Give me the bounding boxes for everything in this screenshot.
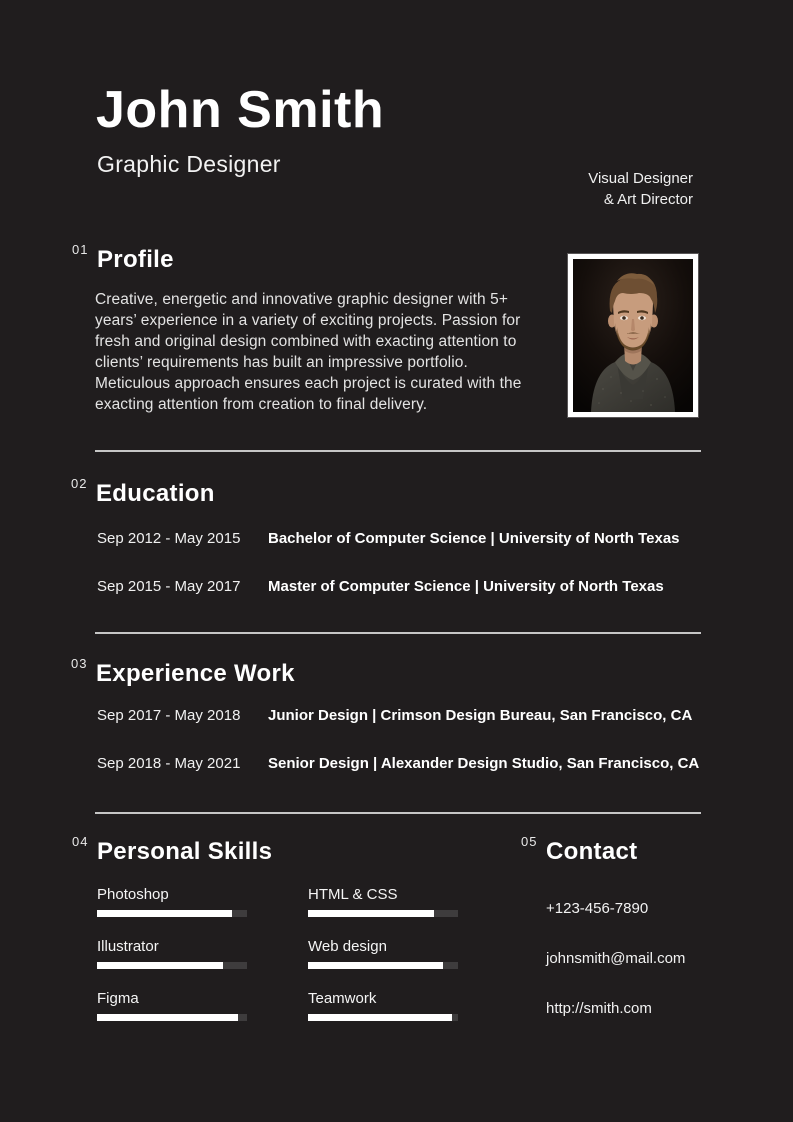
education-date: Sep 2012 - May 2015	[97, 530, 241, 547]
tagline	[588, 168, 693, 210]
education-date: Sep 2015 - May 2017	[97, 578, 241, 595]
skill-bar-track	[97, 910, 247, 917]
education-description: Master of Computer Science | University of North Texas	[268, 578, 664, 595]
education-row	[97, 578, 717, 595]
skill-bar-fill	[97, 910, 232, 917]
skill-bar-track	[308, 962, 458, 969]
skill-name: HTML & CSS	[308, 886, 398, 903]
section-number: 03	[71, 656, 88, 671]
skill-bar-fill	[97, 1014, 238, 1021]
portrait-photo-illustration	[573, 259, 693, 412]
skill-name: Web design	[308, 938, 387, 955]
profile-text: Creative, energetic and innovative graphic designer with 5+ years’ experience in a variety of exciting projects. Passion for fresh and original design combined with exacting attention to clients’ requirements has built an impressive portfolio. Meticulous approach ensures each project is curated with the exacting attention from creation to final delivery.	[95, 291, 522, 413]
education-description: Bachelor of Computer Science | University of North Texas	[268, 530, 680, 547]
section-title: Education	[96, 480, 215, 507]
profile-photo	[568, 254, 698, 417]
section-experience-heading	[71, 656, 295, 688]
skill-bar-fill	[308, 962, 443, 969]
skills-grid	[97, 886, 458, 1021]
skill-item	[97, 938, 247, 969]
skill-item	[308, 938, 458, 969]
job-title: Graphic Designer	[97, 151, 281, 177]
section-title: Experience Work	[96, 660, 295, 687]
skill-bar-track	[97, 1014, 247, 1021]
skill-name: Teamwork	[308, 990, 377, 1007]
experience-description: Senior Design | Alexander Design Studio, San Francisco, CA	[268, 755, 700, 772]
divider	[95, 632, 701, 634]
skill-bar-fill	[308, 1014, 452, 1021]
divider	[95, 450, 701, 452]
section-contact-heading	[521, 834, 638, 866]
tagline-line-1: Visual Designer	[588, 170, 693, 187]
experience-rows	[97, 707, 717, 772]
skill-item	[308, 990, 458, 1021]
section-profile-heading	[72, 242, 174, 274]
section-number: 05	[521, 834, 538, 849]
section-education-heading	[71, 476, 215, 508]
skill-bar-fill	[97, 962, 223, 969]
person-name: John Smith	[96, 81, 385, 139]
section-number: 02	[71, 476, 88, 491]
section-number: 01	[72, 242, 89, 257]
skill-bar-track	[308, 910, 458, 917]
contact-list	[546, 900, 685, 1017]
skill-item	[97, 990, 247, 1021]
divider	[95, 812, 701, 814]
experience-date: Sep 2017 - May 2018	[97, 707, 241, 724]
education-row	[97, 530, 717, 547]
section-title: Profile	[97, 246, 174, 273]
skill-name: Figma	[97, 990, 139, 1007]
skill-bar-fill	[308, 910, 434, 917]
contact-website: http://smith.com	[546, 1000, 652, 1017]
contact-email: johnsmith@mail.com	[546, 950, 686, 967]
experience-row	[97, 707, 717, 724]
skill-name: Photoshop	[97, 886, 169, 903]
experience-date: Sep 2018 - May 2021	[97, 755, 241, 772]
skill-bar-track	[97, 962, 247, 969]
skill-bar-track	[308, 1014, 458, 1021]
tagline-line-2: & Art Director	[603, 191, 693, 208]
skill-item	[308, 886, 458, 917]
section-number: 04	[72, 834, 89, 849]
section-skills-heading	[72, 834, 273, 866]
skill-item	[97, 886, 247, 917]
experience-row	[97, 755, 717, 772]
education-rows	[97, 530, 717, 595]
section-title: Contact	[546, 838, 638, 865]
skill-name: Illustrator	[97, 938, 159, 955]
section-title: Personal Skills	[97, 838, 273, 865]
experience-description: Junior Design | Crimson Design Bureau, San Francisco, CA	[268, 707, 693, 724]
contact-phone: +123-456-7890	[546, 900, 649, 917]
